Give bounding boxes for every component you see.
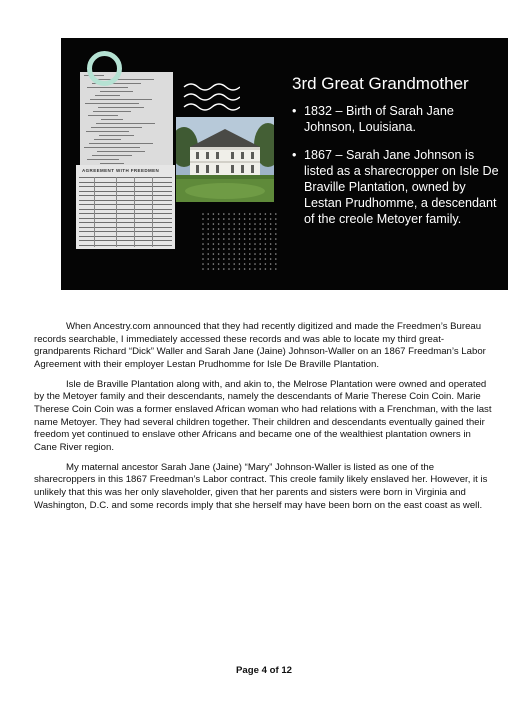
page-sep: of	[269, 665, 279, 676]
grid-dot	[259, 233, 261, 235]
grid-dot	[244, 233, 246, 235]
grid-dot	[233, 258, 235, 260]
grid-dot	[228, 258, 230, 260]
grid-dot	[218, 268, 220, 270]
grid-dot	[207, 248, 209, 250]
grid-dot	[249, 213, 251, 215]
agreement-row-line	[79, 240, 172, 241]
grid-dot	[213, 258, 215, 260]
grid-dot	[213, 253, 215, 255]
grid-dot	[233, 253, 235, 255]
grid-dot	[249, 243, 251, 245]
grid-dot	[259, 263, 261, 265]
grid-dot	[223, 213, 225, 215]
grid-dot	[228, 223, 230, 225]
grid-dot	[218, 238, 220, 240]
grid-dot	[239, 223, 241, 225]
grid-dot	[228, 248, 230, 250]
grid-dot	[249, 238, 251, 240]
page-current: 4	[261, 665, 267, 676]
grid-dot	[275, 218, 277, 220]
ledger-line	[100, 91, 133, 92]
grid-dot	[259, 268, 261, 270]
grid-dot	[265, 268, 267, 270]
grid-dot	[207, 253, 209, 255]
grid-dot	[270, 243, 272, 245]
grid-dot	[244, 213, 246, 215]
slide-bullet-list	[292, 103, 502, 239]
ledger-line	[96, 123, 155, 124]
grid-dot	[265, 223, 267, 225]
grid-dot	[270, 253, 272, 255]
grid-dot	[270, 213, 272, 215]
agreement-column-line	[134, 177, 135, 247]
agreement-row-line	[79, 186, 172, 187]
agreement-row-line	[79, 245, 172, 246]
grid-dot	[207, 243, 209, 245]
ledger-line	[84, 147, 140, 148]
grid-dot	[218, 248, 220, 250]
ledger-line	[98, 107, 144, 108]
agreement-row-line	[79, 227, 172, 228]
grid-dot	[259, 243, 261, 245]
grid-dot	[239, 228, 241, 230]
decorative-ring	[87, 51, 122, 86]
grid-dot	[259, 258, 261, 260]
grid-dot	[239, 258, 241, 260]
grid-dot	[223, 263, 225, 265]
grid-dot	[265, 243, 267, 245]
grid-dot	[207, 258, 209, 260]
ledger-line	[99, 135, 134, 136]
freedmen-agreement-heading: AGREEMENT WITH FREEDMEN	[82, 168, 160, 173]
grid-dot	[275, 248, 277, 250]
grid-dot	[244, 228, 246, 230]
grid-dot	[233, 238, 235, 240]
grid-dot	[223, 268, 225, 270]
ledger-line	[93, 111, 131, 112]
grid-dot	[254, 238, 256, 240]
grid-dot	[233, 243, 235, 245]
grid-dot	[254, 228, 256, 230]
grid-dot	[265, 218, 267, 220]
grid-dot	[265, 213, 267, 215]
grid-dot	[239, 218, 241, 220]
ledger-line	[85, 103, 139, 104]
grid-dot	[202, 213, 204, 215]
grid-dot	[275, 228, 277, 230]
grid-dot	[218, 243, 220, 245]
body-paragraph: When Ancestry.com announced that they had recently digitized and made the Freedmen’s Bureau records searchable, I immediately accessed these records and was able to locate my third great-grandparents Richard “Dick” Waller and Sarah Jane (Jaine) Johnson-Waller on an 1867 Freedman’s Labor Agreement with their employer Lestan Prudhomme for Isle De Braville Plantation.	[34, 321, 486, 370]
grid-dot	[275, 213, 277, 215]
grid-dot	[270, 223, 272, 225]
grid-dot	[254, 218, 256, 220]
grid-dot	[239, 253, 241, 255]
presentation-slide	[61, 38, 508, 290]
slide-title: 3rd Great Grandmother	[292, 74, 469, 93]
grid-dot	[218, 213, 220, 215]
grid-dot	[228, 253, 230, 255]
grid-dot	[254, 213, 256, 215]
grid-dot	[202, 258, 204, 260]
grid-dot	[213, 213, 215, 215]
grid-dot	[270, 228, 272, 230]
grid-dot	[223, 243, 225, 245]
agreement-row-line	[79, 177, 172, 178]
decorative-dot-grid	[200, 211, 280, 273]
grid-dot	[265, 263, 267, 265]
agreement-row-line	[79, 195, 172, 196]
grid-dot	[249, 258, 251, 260]
grid-dot	[233, 218, 235, 220]
grid-dot	[239, 268, 241, 270]
page-label: Page	[235, 665, 259, 676]
grid-dot	[239, 248, 241, 250]
grid-dot	[275, 253, 277, 255]
page-total: 12	[281, 665, 293, 676]
agreement-column-line	[152, 177, 153, 247]
slide-bullet-item	[292, 147, 502, 227]
grid-dot	[270, 248, 272, 250]
agreement-row-line	[79, 204, 172, 205]
ledger-line	[101, 119, 123, 120]
grid-dot	[244, 268, 246, 270]
slide-bullet-text: 1832 – Birth of Sarah Jane Johnson, Louisiana.	[304, 104, 454, 134]
grid-dot	[259, 223, 261, 225]
grid-dot	[254, 233, 256, 235]
agreement-row-line	[79, 213, 172, 214]
grid-dot	[265, 253, 267, 255]
grid-dot	[207, 218, 209, 220]
grid-dot	[202, 238, 204, 240]
grid-dot	[207, 213, 209, 215]
agreement-column-line	[116, 177, 117, 247]
grid-dot	[249, 248, 251, 250]
grid-dot	[270, 268, 272, 270]
grid-dot	[233, 228, 235, 230]
grid-dot	[207, 268, 209, 270]
plantation-house-photo	[176, 117, 274, 202]
grid-dot	[275, 233, 277, 235]
grid-dot	[207, 238, 209, 240]
grid-dot	[202, 223, 204, 225]
grid-dot	[233, 263, 235, 265]
grid-dot	[265, 233, 267, 235]
grid-dot	[254, 263, 256, 265]
agreement-row-line	[79, 231, 172, 232]
grid-dot	[249, 233, 251, 235]
grid-dot	[254, 253, 256, 255]
agreement-column-line	[94, 177, 95, 247]
ledger-line	[87, 159, 119, 160]
grid-dot	[275, 258, 277, 260]
document-body	[34, 321, 496, 519]
ledger-line	[90, 99, 152, 100]
grid-dot	[233, 233, 235, 235]
grid-dot	[213, 268, 215, 270]
grid-dot	[239, 213, 241, 215]
grid-dot	[249, 228, 251, 230]
grid-dot	[270, 258, 272, 260]
grid-dot	[270, 233, 272, 235]
grid-dot	[233, 268, 235, 270]
agreement-row-line	[79, 218, 172, 219]
page-footer	[0, 665, 528, 676]
body-paragraph: Isle de Braville Plantation along with, and akin to, the Melrose Plantation were owned and operated by the Metoyer family and their descendants, namely the descendants of Marie Therese Coin Coin. Marie Therese Coin Coin was a former enslaved African woman who had relations with a Frenchman, with the last name Metoyer. They had several children together. Their children and descendants eventually gained their freedom yet continued to enslave other Africans and became one of the wealthiest plantation owners in Cane River region.	[34, 378, 492, 453]
grid-dot	[259, 248, 261, 250]
grid-dot	[223, 228, 225, 230]
ledger-line	[97, 151, 145, 152]
grid-dot	[249, 218, 251, 220]
grid-dot	[223, 218, 225, 220]
grid-dot	[254, 258, 256, 260]
grid-dot	[259, 253, 261, 255]
grid-dot	[202, 253, 204, 255]
grid-dot	[275, 243, 277, 245]
grid-dot	[218, 263, 220, 265]
grid-dot	[233, 213, 235, 215]
grid-dot	[218, 223, 220, 225]
grid-dot	[249, 253, 251, 255]
decorative-waves	[182, 82, 240, 114]
grid-dot	[218, 233, 220, 235]
grid-dot	[228, 233, 230, 235]
grid-dot	[259, 213, 261, 215]
agreement-row-line	[79, 200, 172, 201]
grid-dot	[233, 248, 235, 250]
grid-dot	[223, 253, 225, 255]
grid-dot	[202, 248, 204, 250]
grid-dot	[223, 223, 225, 225]
grid-dot	[218, 218, 220, 220]
grid-dot	[244, 243, 246, 245]
grid-dot	[270, 238, 272, 240]
ledger-line	[87, 87, 128, 88]
grid-dot	[249, 268, 251, 270]
grid-dot	[270, 218, 272, 220]
grid-dot	[207, 223, 209, 225]
grid-dot	[244, 248, 246, 250]
ledger-line	[89, 143, 153, 144]
grid-dot	[207, 233, 209, 235]
grid-dot	[218, 228, 220, 230]
grid-dot	[244, 238, 246, 240]
grid-dot	[202, 243, 204, 245]
grid-dot	[275, 223, 277, 225]
ledger-line	[88, 115, 118, 116]
grid-dot	[244, 253, 246, 255]
grid-dot	[223, 248, 225, 250]
ledger-line	[86, 131, 129, 132]
grid-dot	[213, 218, 215, 220]
bullet-glyph: •	[292, 104, 297, 118]
grid-dot	[223, 258, 225, 260]
grid-dot	[265, 258, 267, 260]
grid-dot	[228, 218, 230, 220]
grid-dot	[239, 263, 241, 265]
grid-dot	[228, 243, 230, 245]
grid-dot	[228, 228, 230, 230]
grid-dot	[249, 263, 251, 265]
grid-dot	[202, 233, 204, 235]
grid-dot	[223, 233, 225, 235]
grid-dot	[270, 263, 272, 265]
ledger-line	[94, 139, 121, 140]
ledger-line	[91, 127, 142, 128]
ledger-line	[95, 95, 120, 96]
grid-dot	[259, 238, 261, 240]
grid-dot	[254, 268, 256, 270]
grid-dot	[213, 238, 215, 240]
grid-dot	[213, 248, 215, 250]
grid-dot	[218, 258, 220, 260]
grid-dot	[265, 228, 267, 230]
grid-dot	[202, 263, 204, 265]
ledger-line	[92, 155, 132, 156]
grid-dot	[228, 213, 230, 215]
grid-dot	[244, 218, 246, 220]
grid-dot	[213, 243, 215, 245]
slide-bullet-text: 1867 – Sarah Jane Johnson is listed as a sharecropper on Isle De Braville Plantation, owned by Lestan Prudhomme, a descendant of the creole Metoyer family.	[304, 148, 499, 226]
grid-dot	[275, 268, 277, 270]
agreement-row-line	[79, 236, 172, 237]
agreement-row-line	[79, 209, 172, 210]
grid-dot	[202, 228, 204, 230]
grid-dot	[213, 228, 215, 230]
grid-dot	[207, 263, 209, 265]
grid-dot	[218, 253, 220, 255]
grid-dot	[202, 218, 204, 220]
grid-dot	[228, 238, 230, 240]
grid-dot	[207, 228, 209, 230]
grid-dot	[223, 238, 225, 240]
grid-dot	[239, 238, 241, 240]
agreement-row-line	[79, 182, 172, 183]
grid-dot	[254, 248, 256, 250]
grid-dot	[259, 228, 261, 230]
grid-dot	[244, 263, 246, 265]
grid-dot	[239, 233, 241, 235]
agreement-row-line	[79, 222, 172, 223]
bullet-glyph: •	[292, 148, 297, 162]
grid-dot	[228, 263, 230, 265]
grid-dot	[228, 268, 230, 270]
grid-dot	[249, 223, 251, 225]
grid-dot	[275, 238, 277, 240]
grid-dot	[254, 243, 256, 245]
grid-dot	[213, 233, 215, 235]
ledger-line	[100, 163, 124, 164]
grid-dot	[275, 263, 277, 265]
grid-dot	[213, 263, 215, 265]
grid-dot	[254, 223, 256, 225]
grid-dot	[233, 223, 235, 225]
grid-dot	[244, 223, 246, 225]
grid-dot	[259, 218, 261, 220]
grid-dot	[265, 248, 267, 250]
grid-dot	[239, 243, 241, 245]
body-paragraph: My maternal ancestor Sarah Jane (Jaine) “Mary” Johnson-Waller is listed as one of the sharecroppers in this 1867 Freedman’s Labor contract. This creole family likely enslaved her. However, it is unlikely that this was her only slaveholder, given that her parents and sisters were born in Virginia and Washington, D.C. and some records imply that she herself may have been born on the east coast as well.	[34, 461, 488, 511]
grid-dot	[202, 268, 204, 270]
grid-dot	[265, 238, 267, 240]
freedmen-agreement-image	[76, 165, 175, 249]
slide-bullet-item	[292, 103, 502, 135]
grid-dot	[213, 223, 215, 225]
agreement-row-line	[79, 191, 172, 192]
grid-dot	[244, 258, 246, 260]
